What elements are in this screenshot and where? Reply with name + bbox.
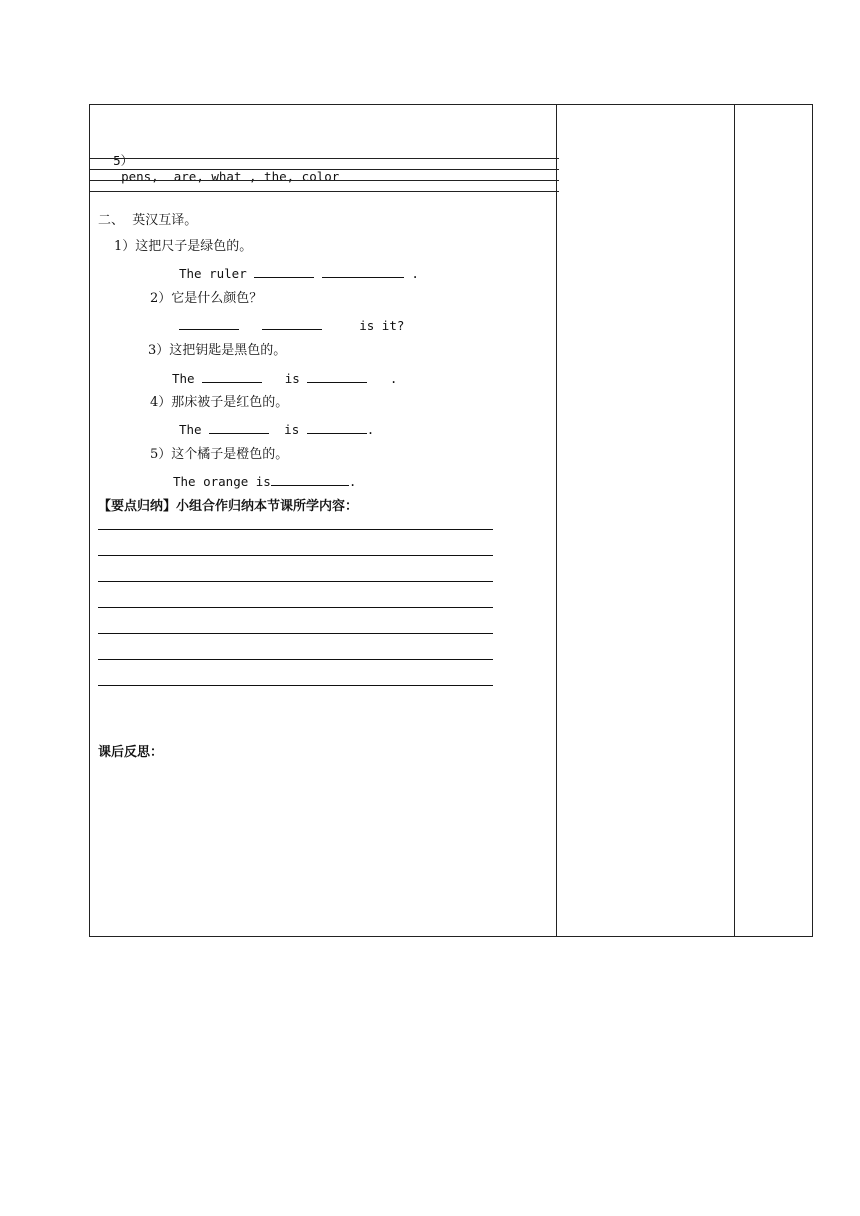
blank-field[interactable]: [307, 421, 367, 434]
answer-line-2: [90, 169, 559, 170]
item-4-chinese: 4）那床被子是红色的。: [150, 395, 289, 410]
section-2-title: 二、 英汉互译。: [98, 213, 198, 228]
item-2-chinese: 2）它是什么颜色？: [150, 291, 263, 306]
answer-line-3: [90, 180, 559, 181]
question-5-words: pens, are, what , the, color: [121, 169, 340, 184]
item-1-chinese: 1）这把尺子是绿色的。: [114, 239, 253, 254]
blank-field[interactable]: [254, 265, 314, 278]
column-divider-1: [556, 105, 557, 936]
item-3-english: The is .: [172, 371, 398, 386]
summary-line: [98, 529, 493, 530]
item-3-chinese: 3）这把钥匙是黑色的。: [148, 343, 287, 358]
question-5-number: 5）: [113, 153, 134, 168]
blank-field[interactable]: [209, 421, 269, 434]
item-5-english: The orange is .: [173, 474, 357, 489]
answer-line-1: [90, 158, 559, 159]
item-5-chinese: 5）这个橘子是橙色的。: [150, 447, 289, 462]
summary-line: [98, 607, 493, 608]
summary-line: [98, 581, 493, 582]
summary-line: [98, 633, 493, 634]
item-2-english: is it?: [179, 317, 404, 334]
item-4-english: The is .: [179, 422, 375, 437]
question-5: [98, 137, 339, 185]
blank-field[interactable]: [271, 473, 349, 486]
blank-field[interactable]: [179, 317, 239, 330]
blank-field[interactable]: [307, 370, 367, 383]
summary-heading: 【要点归纳】小组合作归纳本节课所学内容：: [98, 499, 359, 514]
blank-field[interactable]: [322, 265, 404, 278]
column-divider-2: [734, 105, 735, 936]
answer-line-4: [90, 191, 559, 192]
blank-field[interactable]: [262, 317, 322, 330]
lesson-table: [89, 104, 813, 937]
reflection-heading: 课后反思：: [98, 745, 164, 760]
summary-line: [98, 685, 493, 686]
summary-line: [98, 659, 493, 660]
blank-field[interactable]: [202, 370, 262, 383]
item-1-english: The ruler .: [179, 266, 419, 281]
summary-line: [98, 555, 493, 556]
